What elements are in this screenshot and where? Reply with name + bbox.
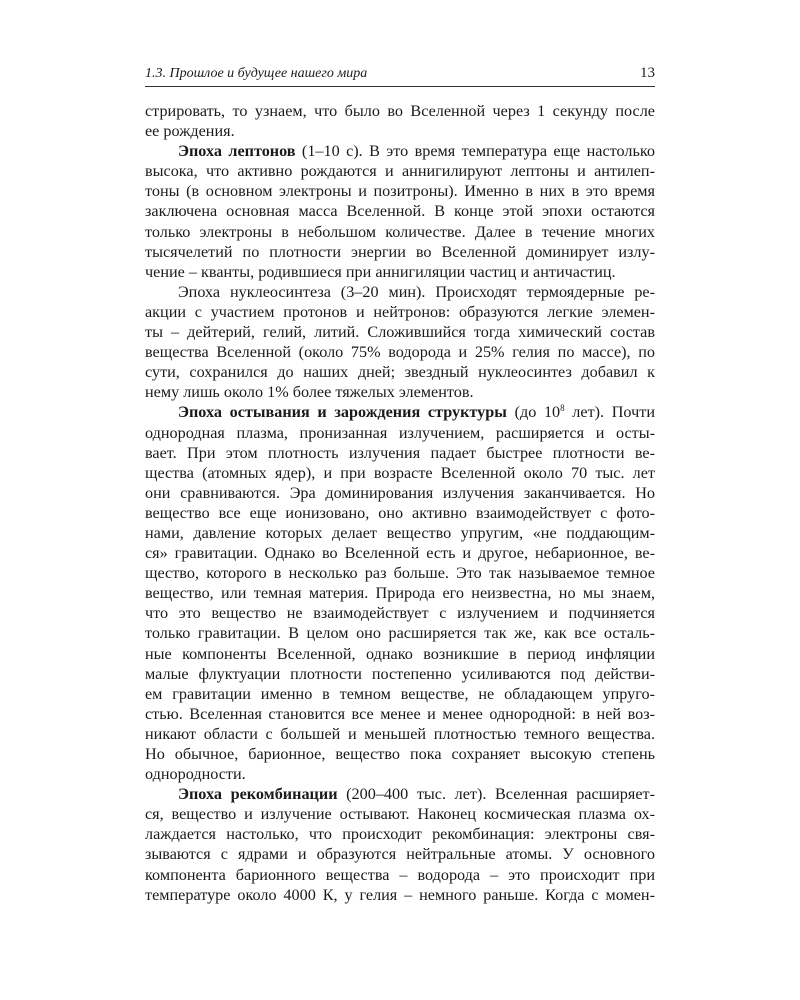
text-run: вещество, или темная материя. Природа его неизвестна, но мы знаем, <box>145 584 655 603</box>
text-run: нами, давление которых делает вещество упругим, «не поддающим- <box>145 523 655 542</box>
text-run: лаждается настолько, что происходит рекомбинация: электроны свя- <box>145 825 655 844</box>
text-line <box>145 342 655 362</box>
text-line <box>145 623 655 643</box>
text-run: лет). Почти <box>564 403 655 422</box>
text-run: зываются с ядрами и образуются нейтральные атомы. У основного <box>145 845 655 864</box>
text-run: тысячелетий по плотности энергии во Вселенной доминирует излу- <box>145 242 655 261</box>
text-run: чение – кванты, родившиеся при аннигиляции частиц и античастиц. <box>145 262 616 281</box>
text-run: ее рождения. <box>145 122 235 141</box>
text-run: ся» гравитации. Однако во Вселенной есть и другое, небарионное, ве- <box>145 544 655 563</box>
text-line <box>145 242 655 262</box>
superscript: 8 <box>560 403 565 414</box>
text-line <box>145 121 655 141</box>
text-line <box>145 161 655 181</box>
text-line <box>145 784 655 804</box>
text-run: заключена основная масса Вселенной. В конце этой эпохи остаются <box>145 202 655 221</box>
text-run: ные компоненты Вселенной, однако возникшие в период инфляции <box>145 644 655 663</box>
text-run: тоны (в основном электроны и позитроны). Именно в них в это время <box>145 182 655 201</box>
text-line <box>145 483 655 503</box>
running-title: 1.3. Прошлое и будущее нашего мира <box>145 66 368 81</box>
text-run: ся, вещество и излучение остывают. Наконец космическая плазма ох- <box>145 805 655 824</box>
text-line <box>145 443 655 463</box>
text-run: Но обычное, барионное, вещество пока сохраняет высокую степень <box>145 745 655 763</box>
text-line <box>145 463 655 483</box>
text-line <box>145 302 655 322</box>
text-run: что это вещество не взаимодействует с излучением и подчиняется <box>145 604 655 623</box>
text-line <box>145 563 655 583</box>
text-run: (1–10 с). В это время температура еще настолько <box>295 142 656 161</box>
text-line <box>145 804 655 824</box>
text-line <box>145 724 655 744</box>
text-line <box>145 523 655 543</box>
text-run: (до 10 <box>506 403 561 422</box>
text-run: сути, сохранился до наших дней; звездный нуклеосинтез добавил к <box>145 363 655 382</box>
text-run: только гравитации. В целом оно расширяется так же, как все осталь- <box>145 624 655 643</box>
epoch-heading: Эпоха рекомбинации <box>178 785 338 804</box>
text-line <box>145 402 655 422</box>
text-line <box>145 423 655 443</box>
text-line <box>145 543 655 563</box>
text-line <box>145 865 655 885</box>
text-line <box>145 644 655 664</box>
text-line <box>145 744 655 764</box>
text-line <box>145 583 655 603</box>
page-number: 13 <box>640 65 655 81</box>
running-header <box>145 62 655 87</box>
text-run: стью. Вселенная становится все менее и менее однородной: в ней воз- <box>145 704 655 723</box>
text-line <box>145 382 655 402</box>
text-line <box>145 201 655 221</box>
text-run: они сравниваются. Эра доминирования излучения заканчивается. Но <box>145 483 655 502</box>
text-run: Эпоха нуклеосинтеза (3–20 мин). Происходят термоядерные ре- <box>178 282 655 301</box>
text-run: ем гравитации именно в темном веществе, не обладающем упруго- <box>145 684 655 703</box>
text-line <box>145 262 655 282</box>
text-run: малые флуктуации плотности постепенно усиливаются под действи- <box>145 664 655 683</box>
text-run: никают области с большей и меньшей плотностью темного вещества. <box>145 724 655 743</box>
epoch-heading: Эпоха остывания и зарождения структуры <box>178 403 507 422</box>
text-line <box>145 885 655 905</box>
text-line <box>145 603 655 623</box>
text-run: ты – дейтерий, гелий, литий. Сложившийся тогда химический состав <box>145 323 655 342</box>
text-line <box>145 844 655 864</box>
text-run: (200–400 тыс. лет). Вселенная расширяет- <box>337 785 655 804</box>
text-run: только электроны в небольшом количестве. Далее в течение многих <box>145 222 655 241</box>
body-text <box>145 101 655 905</box>
text-line <box>145 141 655 161</box>
text-run: высока, что активно рождаются и аннигилируют лептоны и антилеп- <box>145 162 655 181</box>
text-line <box>145 503 655 523</box>
text-line <box>145 362 655 382</box>
text-run: вещество все еще ионизовано, оно активно взаимодействует с фото- <box>145 503 655 522</box>
text-run: температуре около 4000 К, у гелия – немного раньше. Когда с момен- <box>145 885 655 904</box>
text-line <box>145 704 655 724</box>
text-line <box>145 824 655 844</box>
text-run: щества (атомных ядер), и при возрасте Вселенной около 70 тыс. лет <box>145 463 655 482</box>
text-line <box>145 684 655 704</box>
text-run: нему лишь около 1% более тяжелых элементов. <box>145 383 474 402</box>
text-run: компонента барионного вещества – водорода – это происходит при <box>145 865 655 884</box>
text-run: однородности. <box>145 765 246 784</box>
text-line <box>145 282 655 302</box>
text-run: вещества Вселенной (около 75% водорода и 25% гелия по массе), по <box>145 343 655 362</box>
text-line <box>145 101 655 121</box>
epoch-heading: Эпоха лептонов <box>178 142 296 161</box>
text-run: однородная плазма, пронизанная излучением, расширяется и осты- <box>145 423 655 442</box>
text-line <box>145 181 655 201</box>
text-run: стрировать, то узнаем, что было во Вселенной через 1 секунду после <box>145 102 655 120</box>
text-run: вает. При этом плотность излучения падает быстрее плотности ве- <box>145 443 655 462</box>
text-line <box>145 764 655 784</box>
text-line <box>145 222 655 242</box>
text-line <box>145 322 655 342</box>
text-line <box>145 664 655 684</box>
text-run: акции с участием протонов и нейтронов: образуются легкие элемен- <box>145 302 655 321</box>
text-run: щество, которого в несколько раз больше. Это так называемое темное <box>145 564 655 583</box>
